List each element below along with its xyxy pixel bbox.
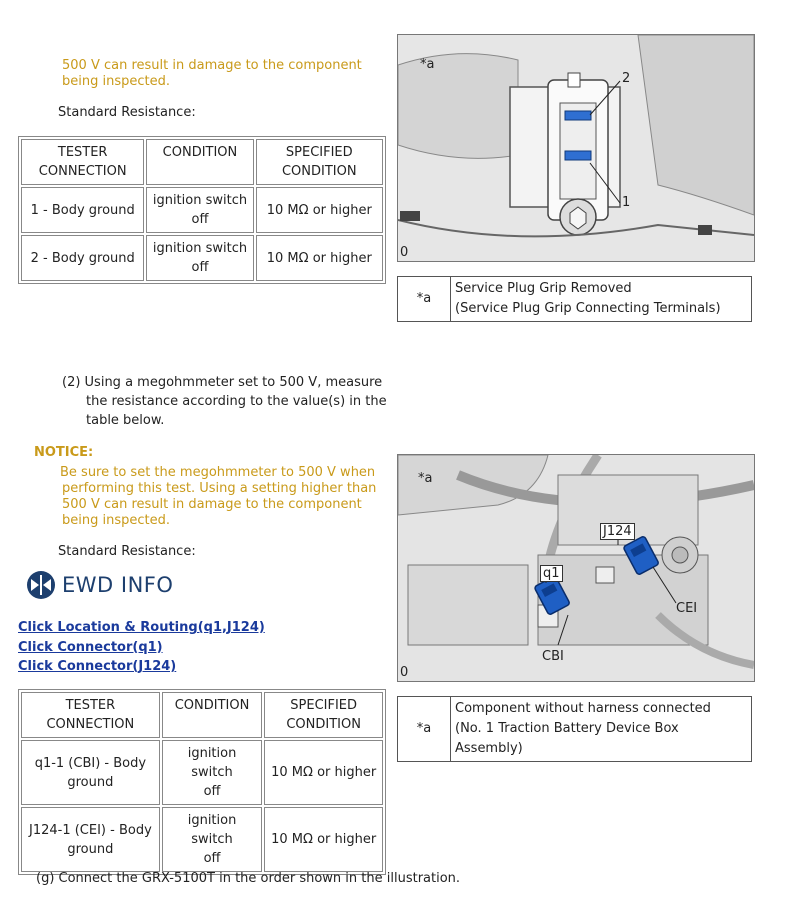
- header-condition: CONDITION: [146, 139, 253, 185]
- table-row: [21, 740, 383, 805]
- illus2-star-a-label: *a: [418, 471, 433, 486]
- cell-connection: q1-1 (CBI) - Body ground: [21, 740, 160, 805]
- caption1-key: *a: [398, 277, 451, 322]
- cell-connection: 2 - Body ground: [21, 235, 144, 281]
- illus1-star-a-label: *a: [420, 57, 435, 72]
- cbi-label: CBI: [542, 649, 564, 664]
- caption-table-1: [397, 276, 752, 322]
- step-2-text: (2) Using a megohmmeter set to 500 V, measure the resistance according to the value(s) in the table below.: [62, 375, 387, 428]
- cell-condition: ignition switch off: [146, 187, 253, 233]
- table-row: [21, 187, 383, 233]
- header-tester-connection: TESTER CONNECTION: [21, 139, 144, 185]
- table-row: [21, 235, 383, 281]
- table-header-row: [21, 139, 383, 185]
- callout-2: 2: [622, 71, 631, 86]
- illus1-corner-label: 0: [400, 245, 409, 260]
- link-location-routing[interactable]: Click Location & Routing(q1,J124): [18, 620, 265, 635]
- cell-condition: ignition switch off: [162, 740, 263, 805]
- q1-label: q1: [540, 565, 563, 582]
- cell-condition: ignition switch off: [146, 235, 253, 281]
- cei-label: CEI: [676, 601, 698, 616]
- cell-connection: J124-1 (CEI) - Body ground: [21, 807, 160, 872]
- illustration-device-box: [397, 454, 755, 682]
- illustration-service-plug: [397, 34, 755, 262]
- j124-label: J124: [600, 523, 635, 540]
- table-row: [21, 807, 383, 872]
- cell-specified: 10 MΩ or higher: [264, 740, 383, 805]
- cell-specified: 10 MΩ or higher: [256, 187, 383, 233]
- step-g-text: (g) Connect the GRX-5100T in the order shown in the illustration.: [36, 871, 461, 886]
- cell-condition: ignition switch off: [162, 807, 263, 872]
- ewd-info-label: EWD INFO: [62, 573, 174, 597]
- caption1-text: Service Plug Grip Removed (Service Plug Grip Connecting Terminals): [451, 277, 752, 322]
- caption2-text: Component without harness connected (No. 1 Traction Battery Device Box Assembly): [451, 697, 752, 762]
- header-tester-connection: TESTER CONNECTION: [21, 692, 160, 738]
- notice-label: NOTICE:: [34, 445, 94, 460]
- caption-table-2: [397, 696, 752, 762]
- header-specified-condition: SPECIFIED CONDITION: [264, 692, 383, 738]
- callout-1: 1: [622, 195, 631, 210]
- cell-connection: 1 - Body ground: [21, 187, 144, 233]
- resistance-table-1: [18, 136, 386, 284]
- standard-resistance-label-1: Standard Resistance:: [58, 105, 196, 120]
- resistance-table-2: [18, 689, 386, 875]
- header-condition: CONDITION: [162, 692, 263, 738]
- top-caution-text: 500 V can result in damage to the component being inspected.: [62, 58, 362, 89]
- illus2-corner-label: 0: [400, 665, 409, 680]
- link-connector-q1[interactable]: Click Connector(q1): [18, 639, 163, 655]
- service-plug-drawing: [398, 35, 754, 261]
- cell-specified: 10 MΩ or higher: [256, 235, 383, 281]
- cell-specified: 10 MΩ or higher: [264, 807, 383, 872]
- ewd-info-button[interactable]: [26, 570, 173, 600]
- ewd-info-icon: [26, 570, 56, 600]
- caption2-key: *a: [398, 697, 451, 762]
- notice-text: Be sure to set the megohmmeter to 500 V when performing this test. Using a setting higher than 500 V can result in damage to the component being inspected.: [60, 465, 377, 528]
- standard-resistance-label-2: Standard Resistance:: [58, 544, 196, 559]
- header-specified-condition: SPECIFIED CONDITION: [256, 139, 383, 185]
- table-header-row: [21, 692, 383, 738]
- connector-links: [18, 618, 265, 677]
- device-box-drawing: [398, 455, 754, 681]
- link-connector-j124[interactable]: Click Connector(J124): [18, 659, 177, 674]
